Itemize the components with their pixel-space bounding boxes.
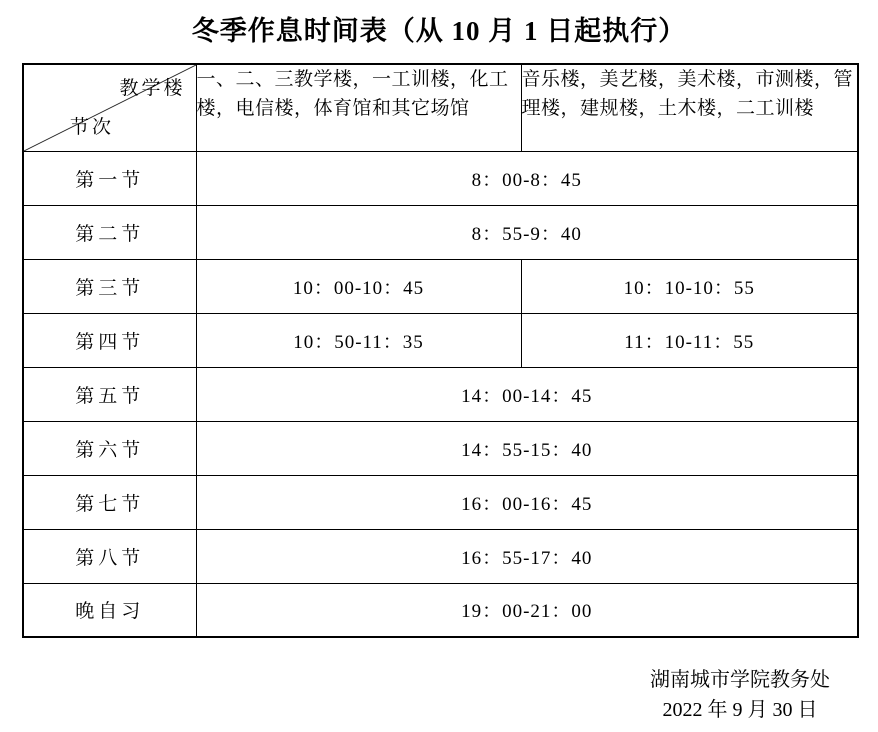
period-cell: 第二节 xyxy=(23,205,196,259)
corner-label-building: 教学楼 xyxy=(119,78,186,99)
schedule-table xyxy=(22,63,859,638)
table-row-period-3 xyxy=(23,259,858,313)
footer-department: 湖南城市学院教务处 xyxy=(650,669,830,691)
table-row-period-1 xyxy=(23,151,858,205)
time-cell-group1: 10：00-10：45 xyxy=(196,259,521,313)
time-cell-group2: 11：10-11：55 xyxy=(521,313,858,367)
table-row-period-4 xyxy=(23,313,858,367)
time-cell: 16：00-16：45 xyxy=(196,475,858,529)
table-row-evening-study xyxy=(23,583,858,637)
period-cell: 第三节 xyxy=(23,259,196,313)
footer-date: 2022 年 9 月 30 日 xyxy=(662,699,818,721)
period-cell: 晚自习 xyxy=(23,583,196,637)
time-cell-group2: 10：10-10：55 xyxy=(521,259,858,313)
column-header-buildings-group2: 音乐楼，美艺楼，美术楼，市测楼，管理楼，建规楼，土木楼，二工训楼 xyxy=(521,64,858,151)
time-cell: 14：00-14：45 xyxy=(196,367,858,421)
time-cell: 19：00-21：00 xyxy=(196,583,858,637)
table-row-period-5 xyxy=(23,367,858,421)
corner-label-period: 节次 xyxy=(70,116,115,138)
column-header-buildings-group1: 一、二、三教学楼，一工训楼，化工楼，电信楼，体育馆和其它场馆 xyxy=(196,64,521,151)
table-row-period-6 xyxy=(23,421,858,475)
period-cell: 第五节 xyxy=(23,367,196,421)
period-cell: 第六节 xyxy=(23,421,196,475)
time-cell: 16：55-17：40 xyxy=(196,529,858,583)
header-row xyxy=(23,64,858,151)
footer-signature-block xyxy=(630,665,850,725)
period-cell: 第八节 xyxy=(23,529,196,583)
period-cell: 第一节 xyxy=(23,151,196,205)
table-row-period-7 xyxy=(23,475,858,529)
time-cell: 8：00-8：45 xyxy=(196,151,858,205)
table-row-period-8 xyxy=(23,529,858,583)
period-cell: 第四节 xyxy=(23,313,196,367)
time-cell-group1: 10：50-11：35 xyxy=(196,313,521,367)
time-cell: 8：55-9：40 xyxy=(196,205,858,259)
corner-cell xyxy=(23,64,196,151)
time-cell: 14：55-15：40 xyxy=(196,421,858,475)
table-row-period-2 xyxy=(23,205,858,259)
period-cell: 第七节 xyxy=(23,475,196,529)
page-title: 冬季作息时间表（从 10 月 1 日起执行） xyxy=(191,16,687,46)
